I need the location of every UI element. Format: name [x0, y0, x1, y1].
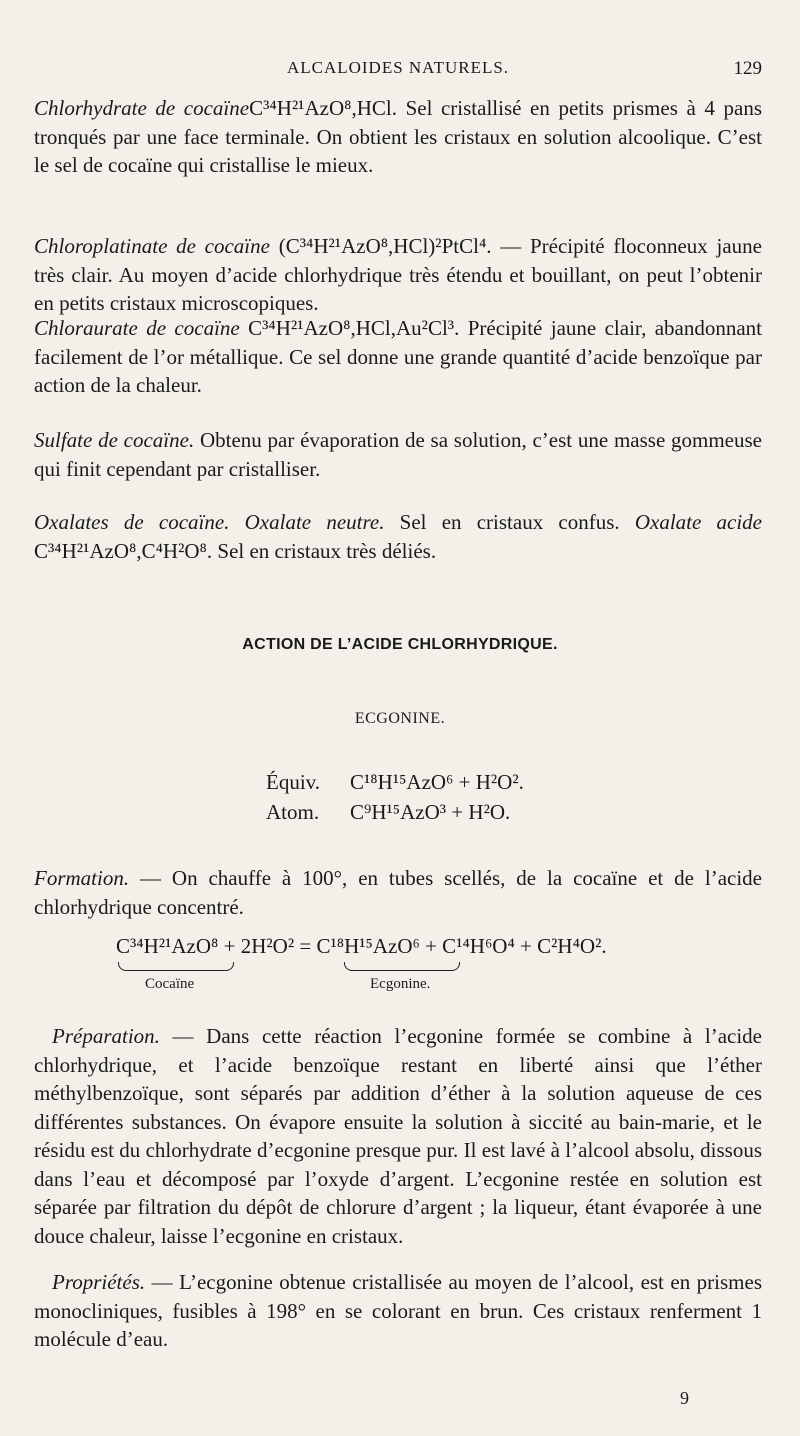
term: Chloraurate de cocaïne — [34, 316, 240, 340]
subsection-heading: ECGONINE. — [354, 710, 446, 727]
body-text: Précipité jaune clair, abandonnant facilement de l’or métallique. Ce sel donne une grande quantité d’acide benzoïque par action de la chaleur. — [34, 316, 763, 397]
atom-formula — [266, 800, 510, 825]
paragraph-sulfate — [34, 426, 762, 483]
paragraph-chloraurate — [34, 314, 762, 400]
body-text: Sel en cristaux très déliés. — [212, 538, 437, 563]
body-text: — Dans cette réaction l’ecgonine formée se combine à l’acide chlorhydrique, et l’acide benzoïque restant en liberté ainsi que l’éther méthylbenzoïque, sont séparés par addition d’éther à la solution aqueuse de ces différentes substances. On évapore ensuite la solution à siccité au bain-marie, et le résidu est du chlorhydrate d’ecgonine presque pur. Il est lavé à l’alcool absolu, dissous dans l’eau et décomposé par l’oxyde d’argent. L’ecgonine restée en solution est séparée par filtration du dépôt de chlorure d’argent ; la liqueur, étant évaporée à une douce chaleur, laisse l’ecgonine en cristaux. — [34, 1024, 762, 1248]
formula-value: C⁹H¹⁵AzO³ + H²O. — [350, 800, 511, 824]
formula-value: C¹⁸H¹⁵AzO⁶ + H²O². — [350, 770, 524, 794]
body-text: — L’ecgonine obtenue cristallisée au moyen de l’alcool, est en prismes monocliniques, fusibles à 198° en se colorant en brun. Ces cristaux renferment 1 molécule d’eau. — [34, 1270, 762, 1351]
paragraph-oxalates — [34, 508, 762, 565]
page-number: 129 — [733, 58, 762, 79]
body-text: Obtenu par évaporation de sa solution, c’est une masse gommeuse qui finit cependant par cristalliser. — [34, 428, 762, 481]
formula-label: Équiv. — [266, 770, 321, 794]
paragraph-proprietes — [34, 1268, 762, 1354]
formula: C³⁴H²¹AzO⁸,HCl,Au²Cl³. — [248, 316, 460, 340]
term: Oxalate acide — [634, 510, 762, 534]
body-text: Sel en cristaux confus. — [384, 510, 635, 534]
paragraph-preparation — [34, 1022, 762, 1250]
body-text: — On chauffe à 100°, en tubes scellés, de la cocaïne et de l’acide chlorhydrique concentré. — [34, 866, 762, 919]
label-ecgonine: Ecgonine. — [370, 976, 431, 992]
paragraph-chlorhydrate — [34, 94, 762, 180]
body-text: Sel cristallisé en petits prismes à 4 pans tronqués par une face terminale. On obtient les cristaux en solution alcoolique. C’est le sel de cocaïne qui cristallise le mieux. — [34, 96, 762, 177]
term: Préparation. — [52, 1024, 160, 1048]
body-text: — Précipité floconneux jaune très clair. Au moyen d’acide chlorhydrique très étendu et bouillant, on peut l’obtenir en petits cristaux microscopiques. — [34, 234, 763, 315]
term: Formation. — [34, 866, 130, 890]
reaction-equation: C³⁴H²¹AzO⁸ + 2H²O² = C¹⁸H¹⁵AzO⁶ + C¹⁴H⁶O⁴ + C²H⁴O². — [116, 934, 607, 958]
formula: C³⁴H²¹AzO⁸,C⁴H²O⁸. — [34, 538, 213, 563]
paragraph-chloroplatinate — [34, 232, 762, 318]
term: Propriétés. — [52, 1270, 146, 1294]
term: Chlorhydrate de cocaïne — [34, 96, 250, 120]
term: Oxalates de cocaïne. — [34, 510, 230, 534]
paragraph-formation — [34, 864, 762, 921]
term: Oxalate neutre. — [244, 510, 385, 534]
brace-cocaine — [118, 962, 234, 971]
equiv-formula — [266, 770, 524, 795]
formula: (C³⁴H²¹AzO⁸,HCl)²PtCl⁴. — [278, 234, 492, 258]
header-title: ALCALOIDES NATURELS. — [286, 58, 510, 77]
signature-mark: 9 — [680, 1388, 689, 1408]
formula: C³⁴H²¹AzO⁸,HCl. — [249, 96, 397, 120]
term: Chloroplatinate de cocaïne — [34, 234, 270, 258]
label-cocaine: Cocaïne — [145, 976, 195, 992]
formula-label: Atom. — [266, 800, 320, 824]
brace-ecgonine — [344, 962, 460, 971]
term: Sulfate de cocaïne. — [34, 428, 195, 452]
section-heading: ACTION DE L’ACIDE CHLORHYDRIQUE. — [242, 636, 558, 653]
running-header — [34, 58, 762, 84]
